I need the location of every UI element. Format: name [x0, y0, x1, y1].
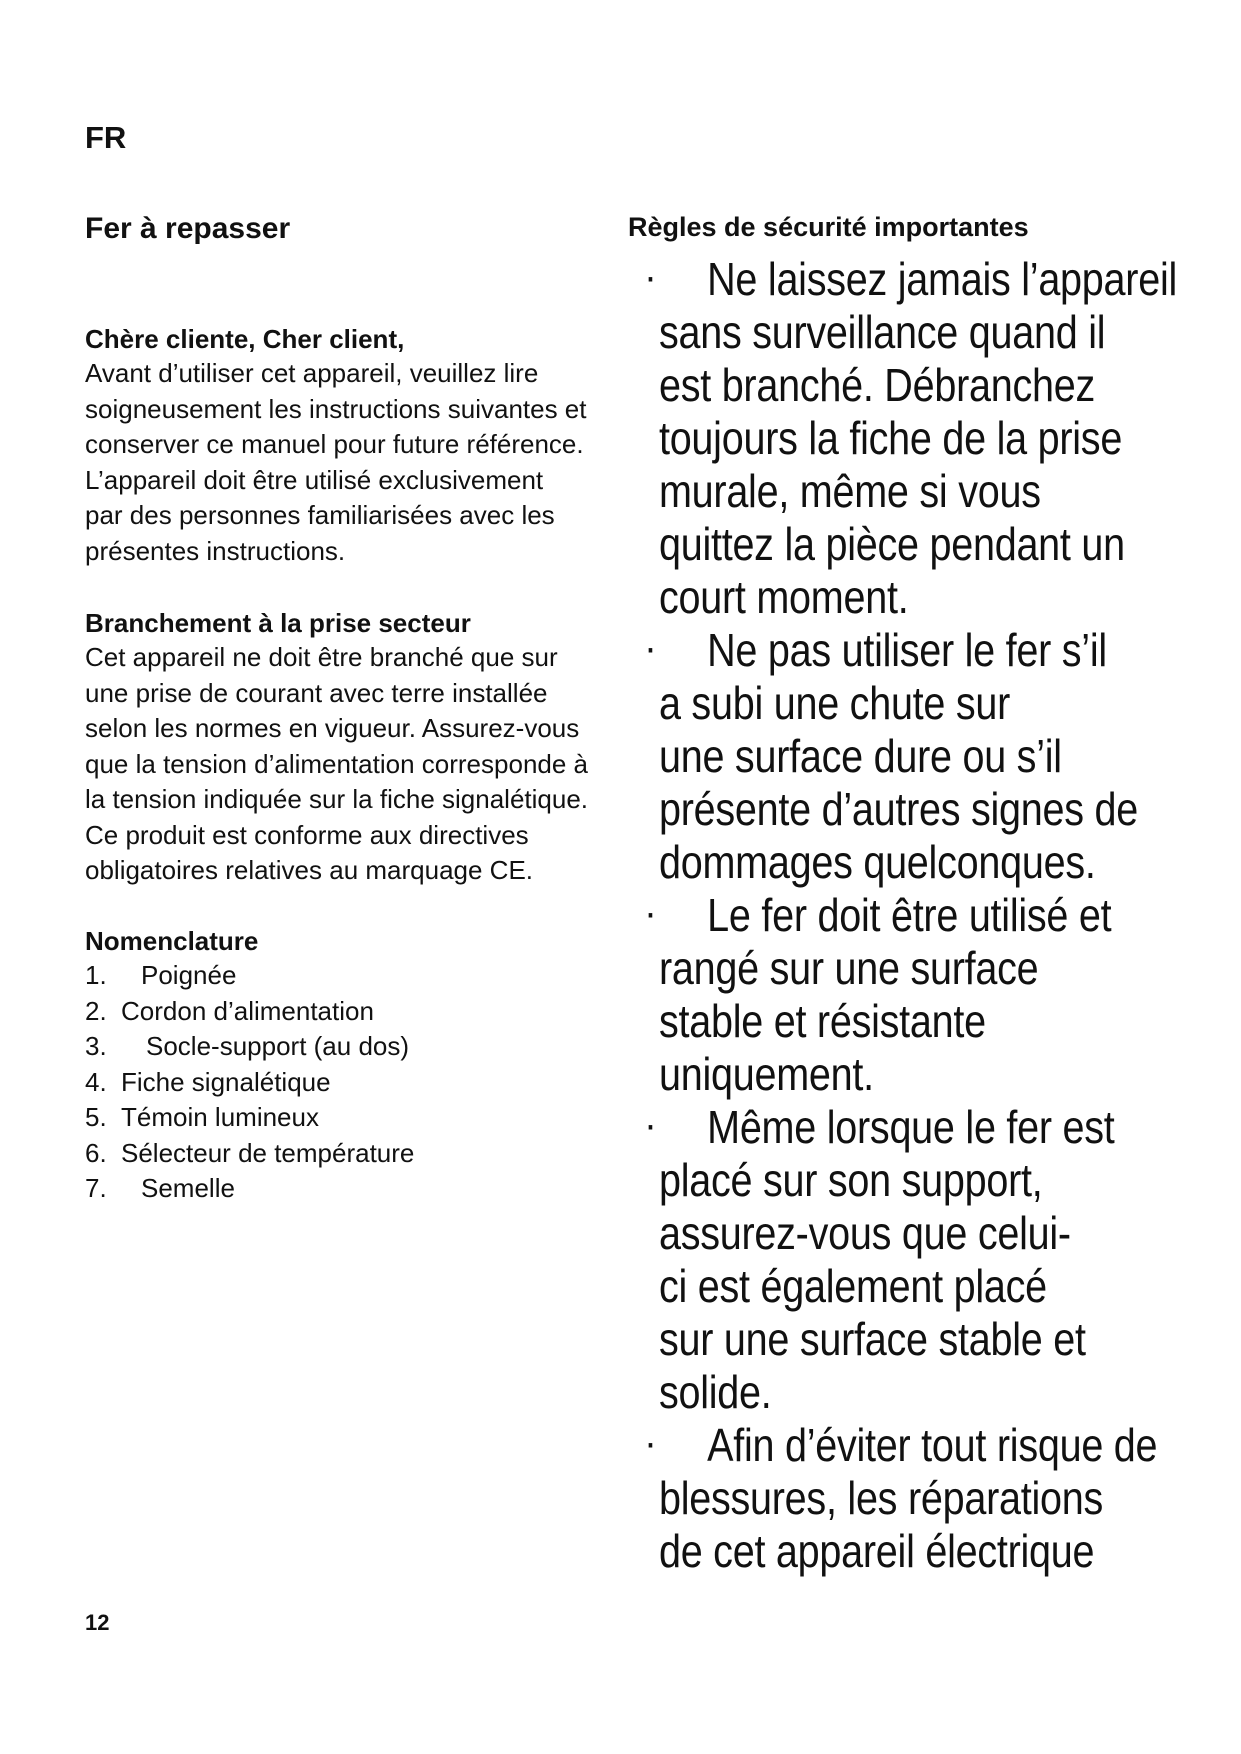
item-label: Cordon d’alimentation: [121, 995, 374, 1026]
rule-first-line: Le fer doit être utilisé et: [707, 889, 1112, 941]
rule-line: sans surveillance quand il: [658, 306, 1106, 358]
rule-line: sur une surface stable et: [658, 1313, 1086, 1365]
rule-line: de cet appareil électrique: [658, 1525, 1095, 1577]
connection-line: une prise de courant avec terre installée: [85, 677, 548, 708]
intro-line: présentes instructions.: [85, 535, 346, 566]
rule-line: rangé sur une surface: [658, 942, 1039, 994]
rule-line: ci est également placé: [658, 1260, 1047, 1312]
intro-section: [85, 322, 605, 569]
intro-text: [85, 356, 605, 569]
rule-line: présente d’autres signes de: [658, 783, 1139, 835]
connection-section: [85, 606, 605, 889]
connection-text: [85, 640, 605, 889]
connection-line: Ce produit est conforme aux directives: [85, 819, 529, 850]
language-code: FR: [85, 120, 127, 155]
connection-line: la tension indiquée sur la fiche signalétique.: [85, 784, 589, 814]
intro-line: L’appareil doit être utilisé exclusivement: [85, 464, 544, 495]
nomenclature-heading: Nomenclature: [85, 926, 259, 956]
rule-line: court moment.: [658, 571, 909, 623]
item-number: 7.: [85, 1173, 107, 1203]
rule-first-line: Ne pas utiliser le fer s’il: [707, 624, 1107, 676]
connection-line: Cet appareil ne doit être branché que sur: [85, 642, 558, 672]
rule-line: quittez la pièce pendant un: [658, 518, 1125, 570]
safety-rule: [628, 1101, 1209, 1419]
item-label: Sélecteur de température: [121, 1137, 415, 1168]
rule-line: assurez-vous que celui-: [658, 1207, 1071, 1259]
page-number: 12: [85, 1610, 110, 1635]
rule-line: est branché. Débranchez: [658, 359, 1096, 411]
intro-line: conserver ce manuel pour future référence.: [85, 429, 584, 459]
bullet-icon: ·: [646, 263, 656, 296]
item-label: Semelle: [141, 1173, 235, 1203]
list-item: [85, 958, 605, 994]
rule-line: dommages quelconques.: [658, 836, 1096, 888]
rule-line: une surface dure ou s’il: [658, 730, 1062, 782]
safety-rule: [628, 253, 1209, 624]
rule-line: uniquement.: [658, 1048, 874, 1100]
rule-line: stable et résistante: [658, 995, 986, 1047]
connection-heading: Branchement à la prise secteur: [85, 608, 471, 638]
rule-first-line: Ne laissez jamais l’appareil: [707, 253, 1178, 305]
item-number: 6.: [85, 1137, 107, 1168]
list-item: [85, 1029, 605, 1065]
connection-line: selon les normes en vigueur. Assurez-vous: [85, 713, 580, 743]
rule-line: blessures, les réparations: [658, 1472, 1104, 1524]
intro-line: Avant d’utiliser cet appareil, veuillez lire: [85, 358, 539, 388]
safety-rules-list: [628, 253, 1188, 1578]
rule-line: a subi une chute sur: [658, 677, 1011, 729]
connection-line: que la tension d’alimentation corresponde à: [85, 748, 589, 779]
list-item: [85, 1136, 605, 1172]
list-item: [85, 1065, 605, 1101]
item-number: 1.: [85, 960, 107, 990]
safety-rule: [628, 889, 1209, 1101]
safety-heading: Règles de sécurité importantes: [628, 212, 1029, 242]
safety-section: [628, 212, 1188, 1578]
rule-line: placé sur son support,: [658, 1154, 1043, 1206]
document-title: Fer à repasser: [85, 212, 291, 245]
item-label: Fiche signalétique: [121, 1066, 331, 1097]
intro-line: soigneusement les instructions suivantes et: [85, 393, 587, 424]
safety-rule: [628, 1419, 1209, 1578]
safety-rule: [628, 624, 1209, 889]
item-number: 2.: [85, 995, 107, 1026]
intro-line: par des personnes familiarisées avec les: [85, 500, 555, 530]
item-number: 3.: [85, 1031, 107, 1061]
list-item: [85, 1100, 605, 1136]
list-item: [85, 1171, 605, 1207]
intro-heading: Chère cliente, Cher client,: [85, 324, 405, 354]
bullet-icon: ·: [646, 1429, 656, 1462]
item-label: Socle-support (au dos): [146, 1031, 410, 1061]
nomenclature-section: [85, 924, 605, 1207]
bullet-icon: ·: [646, 634, 656, 667]
item-label: Témoin lumineux: [121, 1102, 319, 1132]
item-label: Poignée: [141, 960, 237, 990]
connection-line: obligatoires relatives au marquage CE.: [85, 855, 534, 885]
rule-line: murale, même si vous: [658, 465, 1041, 517]
rule-first-line: Même lorsque le fer est: [707, 1101, 1115, 1153]
bullet-icon: ·: [646, 1111, 656, 1144]
rule-line: toujours la fiche de la prise: [658, 412, 1123, 464]
rule-line: solide.: [658, 1366, 772, 1418]
item-number: 5.: [85, 1102, 107, 1132]
list-item: [85, 994, 605, 1030]
rule-first-line: Afin d’éviter tout risque de: [707, 1419, 1158, 1471]
nomenclature-list: [85, 958, 605, 1207]
bullet-icon: ·: [646, 899, 656, 932]
item-number: 4.: [85, 1066, 107, 1097]
